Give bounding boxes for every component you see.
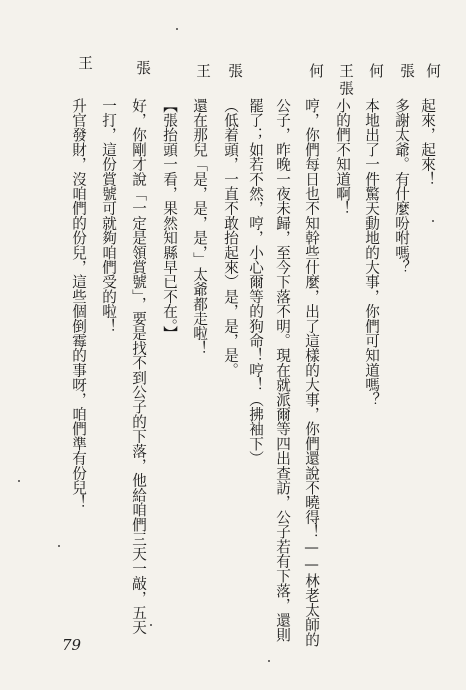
scan-speck: [268, 660, 270, 662]
speaker-name: 何: [307, 63, 324, 81]
speaker-name: 張: [134, 60, 151, 78]
dialogue-line: 多謝太爺。有什麼吩咐嗎？: [393, 98, 410, 275]
speaker-name: 何: [424, 63, 441, 81]
dialogue-line: 哼，你們每日也不知幹些什麼，出了這樣的大事，你們還說不曉得！——林老太師的: [303, 98, 320, 647]
speaker-name: 王張: [337, 63, 354, 99]
scan-speck: [176, 28, 178, 30]
dialogue-line: （低着頭，一直不敢抬起來）是，是，是。: [222, 98, 239, 378]
dialogue-line: 公子，昨晚一夜未歸，至今下落不明。現在就派爾等四出查訪，公子若有下落，還則: [274, 98, 291, 642]
dialogue-line: 一打，這份賞號可就夠咱們受的啦！: [100, 98, 117, 334]
stage-direction: 【張抬頭一看，果然知縣早已不在。】: [161, 98, 178, 341]
dialogue-line: 升官發財，沒咱們的份兒，這些個倒霉的事呀，咱們準有份兒！: [70, 98, 87, 510]
dialogue-line: 罷了；如若不然，哼，小心爾等的狗命！哼！（拂袖下）: [247, 98, 264, 466]
scan-speck: [432, 220, 434, 222]
speaker-name: 張: [226, 63, 243, 81]
scan-speck: [150, 624, 152, 626]
scan-speck: [58, 545, 60, 547]
dialogue-line: 小的們不知道啊！: [334, 98, 351, 216]
dialogue-line: 起來，起來！: [419, 98, 436, 187]
dialogue-line: 好，你剛才說「一定是領賞號」，要是找不到公子的下落，他給咱們三天一敲，五天: [130, 98, 147, 635]
scan-speck: [18, 480, 20, 482]
speaker-name: 王: [76, 55, 93, 73]
dialogue-line: 還在那兒「是，是，是，」太爺都走啦！: [191, 98, 208, 356]
speaker-name: 何: [367, 63, 384, 81]
speaker-name: 張: [398, 63, 415, 81]
speaker-name: 王: [194, 63, 211, 81]
page-number: 79: [62, 636, 82, 654]
dialogue-line: 本地出了一件驚天動地的大事，你們可知道嗎？: [363, 98, 380, 407]
